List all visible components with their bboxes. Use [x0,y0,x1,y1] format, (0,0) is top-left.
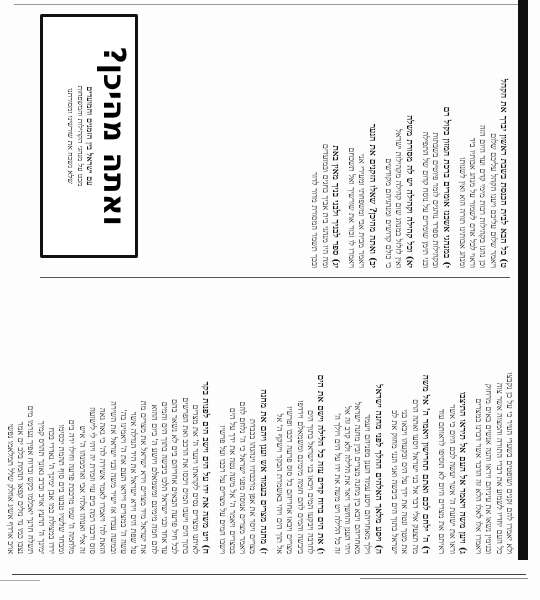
text-line: אויב ארדף אשיג אחלק שלל תמלאמו נפשי [5,423,15,554]
text-line: וילך מאחריהם ויסע עמוד הענן מפניהם ויעמד [363,414,373,554]
text-line: ביבשה והמים להם חומה מימינם ומשמאלם וירדפו [295,400,305,554]
text-line: מצרים ויסר את אפן מרכבתיו וינהגהו בכבדת [248,419,258,554]
text-line: מצרים ויבאו אחריהם כל סוס פרעה רכבו ופרשיו [285,406,295,554]
text-line: ד) ה' ילחם לכם ואתם תחרישון ויאמר ה' אל משה [419,374,430,554]
text-line: ויהי הענן והחשך ויאר את הלילה ולא קרב זה אל [342,406,352,554]
text-line: לכל חיל פרעה הבאים אחריהם בים לא נשאר בהם [170,399,180,554]
text-line: ישראל בתוך הים ביבשה ואני הנני מחזק את לב [390,410,400,554]
text-line: ה) ויסע מלאך האלהים ההלך לפני מחנה ישראל [372,384,383,554]
text-line: יב) ואתה מהיכן? שאלו הזקנים את הנער [366,123,377,268]
text-line: הזאת לה' ויאמרו לאמר אשירה לה' כי גאה גאה [98,407,108,554]
text-line: להם חמה מימינם ומשמאלם ויושע ה' ביום ההוא [149,404,159,554]
text-line: ט) כל הבא לבית הכנסת בשבת ראשון יברך את הקהל [498,78,508,268]
text-line: את מטך ונטה את ידך על הים ובקעהו ויבאו בני [400,409,410,554]
text-line: זה אלי ואנוהו אלהי אבי וארממנהו ה' איש [77,425,87,554]
text-line: זה כל הלילה ויט משה את ידו על הים ויולך ה' [332,413,342,554]
text-line: תשלח חרנך יאכלמו כקש וברוח אפיך נערמו מים [26,405,36,554]
text-line: ויאמרו אלו לאלו הלא זה הדבר אשר דברנו במצרים [474,398,484,554]
text-line: ירדו במצולת כמו אבן ימינך ה' נאדרי בכח [46,427,56,554]
title-subtitle-2: מבט על מנהגי הקהילות והמשפחות [76,85,85,187]
right-column-text [4,284,514,554]
text-line: את ישראל מיד מצרים וירא ישראל את מצרים מת [139,400,149,554]
text-line: עד אחד ובני ישראל הלכו ביבשה בתוך הים והמים [160,401,170,554]
text-line: ויאמרו לו זכור את שורשיך ואל תשכחם [347,147,357,268]
title-subtitle-3: שלא נשכח את שורשינו ומסורתנו [66,88,75,184]
text-line: ובני תימן שומרים על נוסח קדום של התפילה [420,131,430,268]
text-line: ומה היו מנהגי בית אביך בחגים ובמועדים [320,143,330,268]
text-line: מאחריהם ויבא בין מחנה מצרים ובין מחנה ישראל [353,401,363,554]
title-subtitle-1: עם ישראל בין הזמנים והמועדים [85,86,95,186]
text-line: ומנהג אבותינו תורה הוא ואין לשנותו [457,157,467,268]
text-line: וכן נהגו בקהילות רבות מימי קדם ועד היום הזה [478,125,488,268]
text-line: ויאמר שלום עליכם ויענו הקהל עליכם שלום [488,133,498,268]
text-line: ז) מחנה מצרים בעמוד אש וענן ויהם את מחנה [257,389,268,554]
text-line: ויאמר מצרים אנוסה מפני ישראל כי ה' נלחם להם [238,401,248,554]
text-line: כי כולם קדושים ומנהגיהם מקודשים [384,158,394,268]
text-line: ובקהילות ספרד נוהגים לומר פיוטים בשבתות [431,132,441,268]
text-line: נצבו כמו נד נזלים קפאו תהמת בלב ים אמר [15,421,25,554]
text-line: אל תוך הים ויהי באשמרת הבקר וישקף ה' אל [275,413,285,554]
bottom-rule-short [360,578,528,579]
text-line: ולא יאמרו להם זקנים ושופטים בשערי העיר כי על כן נקבצו [505,372,514,554]
text-line: ואין לזלזל במנהג שום קהילה מקהילות ישראל [394,128,404,268]
title-heading: ואתה מהיכן? [96,46,131,226]
text-line: י) במנהגי אשכנז אומרים ברכת המזון בקול רם [440,106,451,268]
text-line: ו) את הים ברוח קדים עזה כל הלילה וישם את הים [315,374,326,554]
bottom-rule [12,574,526,575]
text-line: ג) ויען משה ויאמר אל העם אל תיראו התיצבו [456,391,467,554]
gutter-mark [0,580,40,581]
text-line: ראיתם את מצרים היום לא תוסיפו לראותם עוד [437,408,447,554]
text-line: ומבחר שלשיו טבעו בים סוף תהמת יכסימו [57,424,67,554]
column-divider [40,277,510,278]
text-line: עשה ה' במצרים וייראו העם את ה' ויאמינו בה' [118,409,128,554]
text-line: ימינך ה' תרעץ אויב וברב גאונך תהרס קמיך [36,420,46,554]
text-line: לחרבה ויבקעו המים ויבאו בני ישראל בתוך הים [305,410,315,554]
text-line: לאיתנו ומצרים נסים לקראתו וינער ה' את מצרים [190,404,200,554]
right-column [5,284,514,554]
text-line: מלחמה ה' שמו מרכבת פרעה וחילו ירה בים [67,419,77,554]
text-line: סוס ורכבו רמה בים עזי וזמרת יה ויהי לי לישועה [88,407,98,554]
text-line: בתוך הים וישבו המים ויכסו את הרכב ואת הפרשים [180,397,190,554]
text-line: וראו את ישועת ה' אשר יעשה לכם היום כי אשר [447,404,457,554]
text-line: כל העם יחדיו לשמוע את דברי התורה והמצוה אשר צוה [494,382,504,554]
text-line: ח) ויט משה את ידו על הים וישב הים לפנות בקר [200,381,211,554]
text-line: על שפת הים וירא ישראל את היד הגדלה אשר [129,411,139,554]
text-line: מה תצעק אלי דבר אל בני ישראל ויסעו ואתה הרם [410,399,420,554]
left-column [32,6,514,268]
text-line: וישבו המים על מצרים על רכבו ועל פרשיו [217,425,227,554]
text-line: ובמשה עבדו אז ישיר משה ובני ישראל את השירה [108,401,118,554]
scanned-page [5,0,528,560]
left-column-text [309,6,508,268]
text-line: במצרים ויאמר ה' אל משה נטה את ידך על הים [227,407,237,554]
text-line: יג) ספר לבניך ולבני בניך מאין באת [329,145,340,268]
text-line: ובכך תשמר המסורת מדור לדור [310,171,320,268]
text-line: ויאמר מבית אבי ומשפחתי ומעירי אני [357,154,367,268]
rotated-content [5,0,528,560]
text-line: יא) וכל קהילה וקהילה יש לה מסורת משלה [403,115,414,268]
text-line: ובנימין נשאו את עיניהם ויראו והנה אנשים באים מרחוק [484,384,494,554]
text-line: וראוי לכל אדם לשמור על מנהג אבותיו ביד [468,137,478,268]
header-bar [518,0,528,560]
title-box [40,14,138,258]
